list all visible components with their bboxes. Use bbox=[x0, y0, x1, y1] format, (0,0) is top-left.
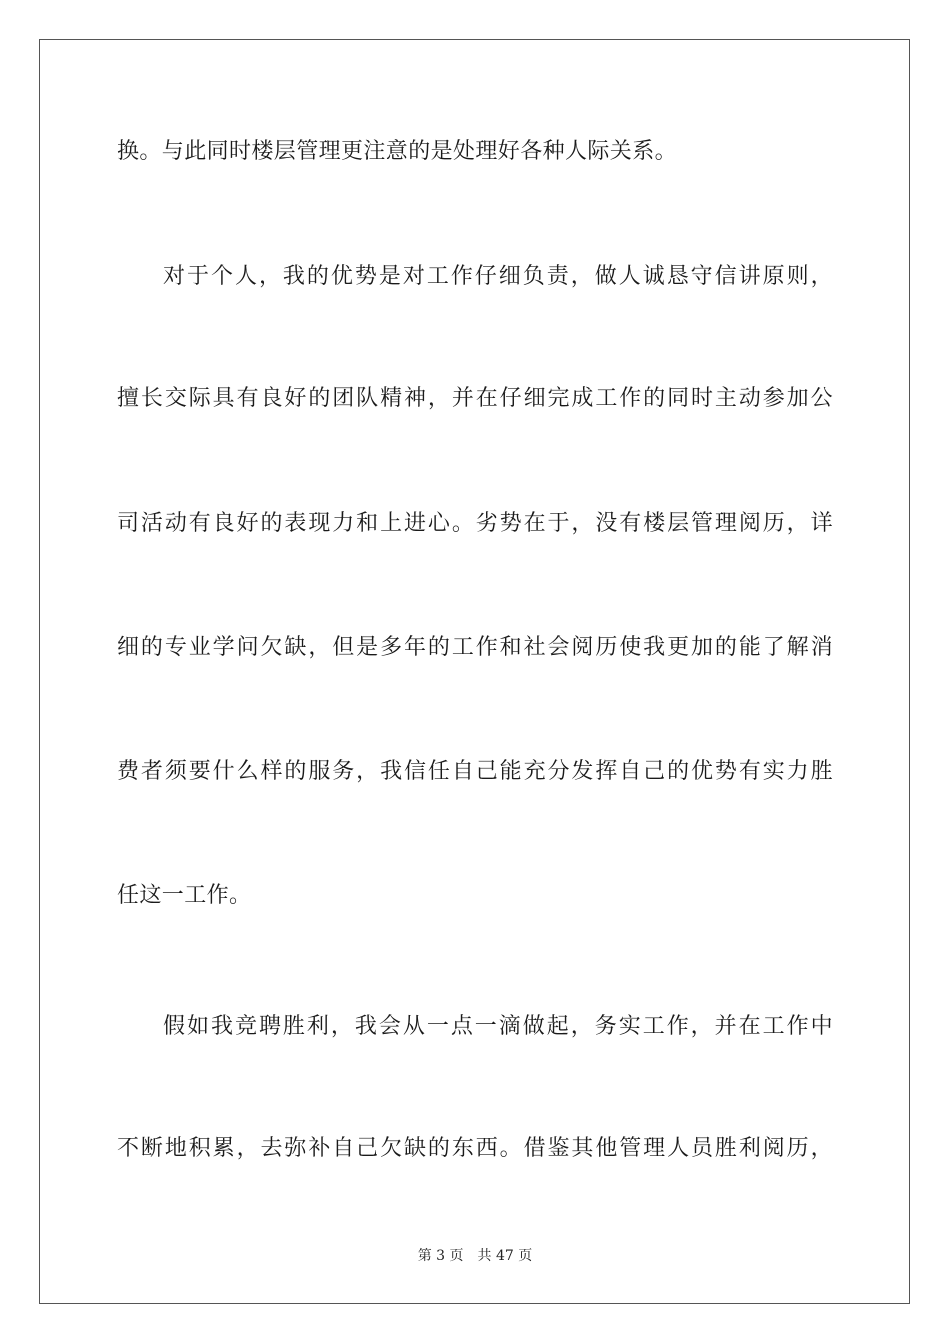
page-number: 第 3 页 bbox=[417, 1248, 464, 1264]
text-line: 细的专业学问欠缺，但是多年的工作和社会阅历使我更加的能了解消 bbox=[117, 635, 833, 660]
text-line: 不断地积累，去弥补自己欠缺的东西。借鉴其他管理人员胜利阅历， bbox=[117, 1136, 833, 1161]
paragraph-start-line: 对于个人，我的优势是对工作仔细负责，做人诚恳守信讲原则， bbox=[163, 264, 833, 289]
paragraph-start-line: 假如我竞聘胜利，我会从一点一滴做起，务实工作，并在工作中 bbox=[163, 1014, 833, 1039]
text-line: 司活动有良好的表现力和上进心。劣势在于，没有楼层管理阅历，详 bbox=[117, 511, 833, 536]
page-footer bbox=[0, 1247, 950, 1265]
page-frame bbox=[39, 39, 910, 1304]
text-line: 费者须要什么样的服务，我信任自己能充分发挥自己的优势有实力胜 bbox=[117, 759, 833, 784]
text-line: 换。与此同时楼层管理更注意的是处理好各种人际关系。 bbox=[117, 139, 678, 164]
text-line: 任这一工作。 bbox=[117, 883, 252, 908]
text-line: 擅长交际具有良好的团队精神，并在仔细完成工作的同时主动参加公 bbox=[117, 386, 833, 411]
page-total: 共 47 页 bbox=[477, 1248, 533, 1264]
